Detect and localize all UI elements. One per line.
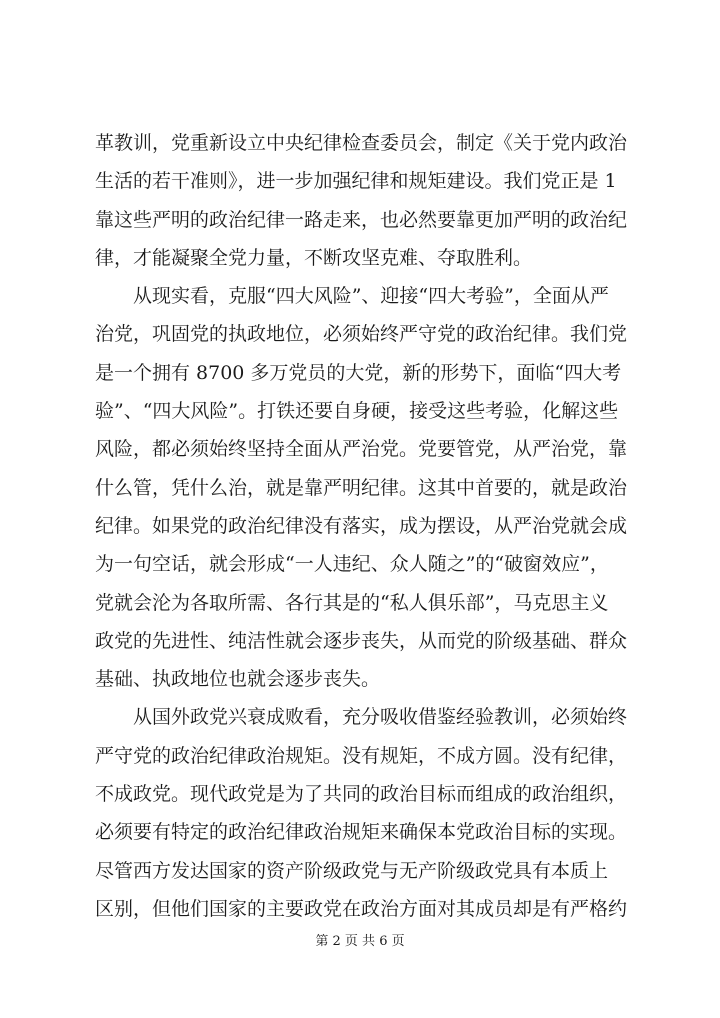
text-line: 从国外政党兴衰成败看，充分吸收借鉴经验教训，必须始终 — [133, 706, 628, 729]
text-line: 政党的先进性、纯洁性就会逐步丧失，从而党的阶级基础、群众 — [95, 629, 628, 652]
text-line: 治党，巩固党的执政地位，必须始终严守党的政治纪律。我们党 — [95, 323, 628, 346]
text-line: 生活的若干准则》，进一步加强纪律和规矩建设。我们党正是 1 — [95, 170, 617, 193]
text-line: 靠这些严明的政治纪律一路走来，也必然要靠更加严明的政治纪 — [95, 208, 628, 231]
text-line: 必须要有特定的政治纪律政治规矩来确保本党政治目标的实现。 — [95, 821, 628, 844]
text-line: 是一个拥有 8700 多万党员的大党，新的形势下，面临“四大考 — [95, 361, 622, 384]
text-line: 区别，但他们国家的主要政党在政治方面对其成员却是有严格约 — [95, 897, 628, 920]
document-body — [95, 131, 628, 935]
text-line: 基础、执政地位也就会逐步丧失。 — [95, 668, 381, 691]
text-line: 党就会沦为各取所需、各行其是的“私人俱乐部”，马克思主义 — [95, 591, 609, 614]
paragraph-3 — [95, 705, 628, 935]
text-line: 革教训，党重新设立中央纪律检查委员会，制定《关于党内政治 — [95, 132, 628, 154]
text-line: 尽管西方发达国家的资产阶级政党与无产阶级政党具有本质上 — [95, 859, 609, 882]
text-line: 验”、“四大风险”。打铁还要自身硬，接受这些考验，化解这些 — [95, 400, 619, 423]
text-line: 风险，都必须始终坚持全面从严治党。党要管党，从严治党，靠 — [95, 438, 628, 461]
paragraph-1 — [95, 131, 628, 284]
text-line: 严守党的政治纪律政治规矩。没有规矩，不成方圆。没有纪律， — [95, 744, 628, 767]
text-line: 从现实看，克服“四大风险”、迎接“四大考验”，全面从严 — [133, 285, 609, 308]
text-line: 不成政党。现代政党是为了共同的政治目标而组成的政治组织， — [95, 783, 628, 806]
paragraph-2 — [95, 284, 628, 705]
text-line: 什么管，凭什么治，就是靠严明纪律。这其中首要的，就是政治 — [95, 476, 628, 499]
text-line: 纪律。如果党的政治纪律没有落实，成为摆设，从严治党就会成 — [95, 514, 628, 537]
text-line: 律，才能凝聚全党力量，不断攻坚克难、夺取胜利。 — [95, 246, 533, 269]
page-number-footer: 第 2 页 共 6 页 — [315, 934, 405, 949]
text-line: 为一句空话，就会形成“一人违纪、众人随之”的“破窗效应”， — [95, 553, 609, 576]
